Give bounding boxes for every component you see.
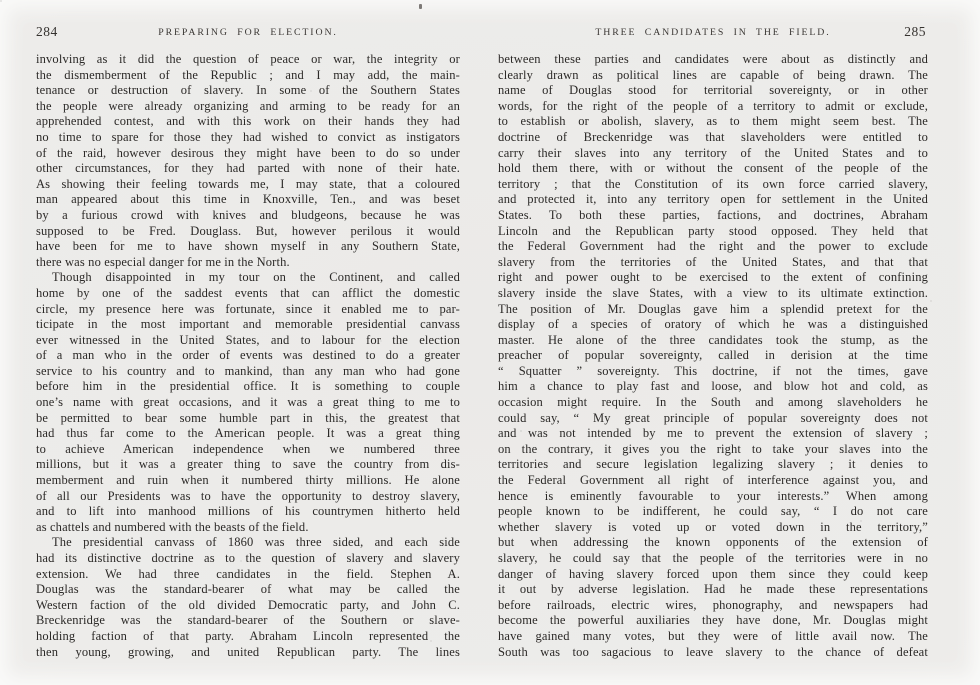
text-line: master. He alone of the three candidates took the stump, as the xyxy=(498,332,928,347)
text-line: right and power ought to be exercised to the extent of confining xyxy=(498,270,928,285)
text-line: the Federal Government had the right and the power to exclude xyxy=(498,239,928,254)
text-line: The position of Mr. Douglas gave him a splendid pretext for the xyxy=(498,301,928,316)
text-line: States. To both these parties, factions, and doctrines, Abraham xyxy=(498,207,928,222)
text-line: circle, my presence here was fortunate, since it enabled me to par- xyxy=(36,301,460,316)
text-line: “ Squatter ” sovereignty. This doctrine, if not the times, gave xyxy=(498,363,928,378)
text-line: display of a species of oratory of which he was a distinguished xyxy=(498,317,928,332)
text-line: the people were already organizing and arming to be ready for an xyxy=(36,98,460,113)
text-line: carry their slaves into any territory of the United States and to xyxy=(498,145,928,160)
text-line: to achieve American independence when we numbered three xyxy=(36,441,460,456)
page-header-left xyxy=(36,24,460,40)
text-line: As showing their feeling towards me, I may state, that a coloured xyxy=(36,176,460,191)
text-line: it out by adverse legislation. Had he made these representations xyxy=(498,582,928,597)
page-right xyxy=(498,0,928,685)
text-line: service to his country and to mankind, than any man who had gone xyxy=(36,363,460,378)
text-line: The presidential canvass of 1860 was three sided, and each side xyxy=(52,535,460,550)
text-line: whether slavery is voted up or voted down in the territory,” xyxy=(498,519,928,534)
text-line: there was no especial danger for me in the North. xyxy=(36,254,290,269)
page-body xyxy=(498,52,928,660)
text-line: Breckenridge was the standard-bearer of the Southern or slave- xyxy=(36,613,460,628)
text-line: of the raid, however desirous they might have been to do so under xyxy=(36,145,460,160)
text-line: before railroads, electric wires, phonography, and newspapers had xyxy=(498,597,928,612)
text-line: apprehended contest, and with this work on their hands they had xyxy=(36,114,460,129)
scan-noise xyxy=(0,0,2,2)
text-line: Though disappointed in my tour on the Continent, and called xyxy=(52,270,460,285)
text-line: one’s name with great occasions, and it was a great thing to me to xyxy=(36,395,460,410)
text-line: the Federal Government all right of interference against you, and xyxy=(498,473,928,488)
text-line: danger of having slavery forced upon them since they could keep xyxy=(498,566,928,581)
text-line: him a chance to play fast and loose, and blow hot and cold, as xyxy=(498,379,928,394)
running-title-right: THREE CANDIDATES IN THE FIELD. xyxy=(595,27,831,38)
text-line: South was too sagacious to leave slavery to the chance of defeat xyxy=(498,644,928,659)
text-line: have been for me to have shown myself in any Southern State, xyxy=(36,239,460,254)
text-line: but when addressing the known opponents of the extension of xyxy=(498,535,928,550)
text-line: of all our Presidents was to have the opportunity to destroy slavery, xyxy=(36,488,460,503)
text-line: to establish or abolish, slavery, as to them might seem best. The xyxy=(498,114,928,129)
text-line: territories and secure legislation legalizing slavery ; it denies to xyxy=(498,457,928,472)
text-line: have gained many votes, but they were of little avail now. The xyxy=(498,628,928,643)
text-line: between these parties and candidates were about as distinctly and xyxy=(498,52,928,66)
text-line: of a man who in the order of events was destined to do a greater xyxy=(36,348,460,363)
page-number-left: 284 xyxy=(36,24,58,39)
text-line: man appeared about this time in Knoxville, Ten., and was beset xyxy=(36,192,460,207)
text-line: had thus far come to the American people. It was a great thing xyxy=(36,426,460,441)
text-line: slavery inside the slave States, with a view to its ultimate extinction. xyxy=(498,285,928,300)
text-line: tenance or destruction of slavery. In some of the Southern States xyxy=(36,83,460,98)
text-line: Western faction of the old divided Democratic party, and John C. xyxy=(36,597,460,612)
text-line: become the powerful auxiliaries they have done, Mr. Douglas might xyxy=(498,613,928,628)
text-line: people known to be indifferent, he could say, “ I do not care xyxy=(498,504,928,519)
text-line: be permitted to bear some humble part in this, the greatest that xyxy=(36,410,460,425)
page-body xyxy=(36,52,460,660)
text-line: slavery from the territories of the United States, and that that xyxy=(498,254,928,269)
text-line: other circumstances, for they had parted with none of their hate. xyxy=(36,161,460,176)
text-line: Douglas was the standard-bearer of what may be called the xyxy=(36,582,460,597)
text-line: and was not intended by me to prevent the extension of slavery ; xyxy=(498,426,928,441)
text-line: preacher of popular sovereignty, called in derision at the time xyxy=(498,348,928,363)
text-line: involving as it did the question of peace or war, the integrity or xyxy=(36,52,460,66)
text-line: supposed to be Fred. Douglass. But, however perilous it would xyxy=(36,223,460,238)
text-line: ever witnessed in the United States, and to labour for the election xyxy=(36,332,460,347)
text-line: had its distinctive doctrine as to the question of slavery and slavery xyxy=(36,551,460,565)
text-line: could say, “ My great principle of popular sovereignty does not xyxy=(498,410,928,425)
text-line: holding faction of that party. Abraham Lincoln represented the xyxy=(36,628,460,643)
text-line: hold them there, with or without the consent of the people of the xyxy=(498,161,928,176)
text-line: ticipate in the most important and memorable presidential canvass xyxy=(36,317,460,332)
text-line: and protected it, into any territory open for settlement in the United xyxy=(498,192,928,207)
text-line: then young, growing, and united Republican party. The lines xyxy=(36,644,460,659)
running-title-left: PREPARING FOR ELECTION. xyxy=(158,27,338,38)
text-line: and to lift into manhood millions of his countrymen hitherto held xyxy=(36,504,460,519)
text-line: the dismemberment of the Republic ; and I may add, the main- xyxy=(36,67,460,82)
text-line: home by one of the saddest events that can afflict the domestic xyxy=(36,285,460,300)
text-line: Lincoln and the Republican party stood opposed. They held that xyxy=(498,223,928,238)
text-line: as chattels and numbered with the beasts of the field. xyxy=(36,519,309,534)
text-line: hence is eminently favourable to your interests.” When among xyxy=(498,488,928,503)
text-line: slavery, he could say that the people of the territories were in no xyxy=(498,551,928,565)
text-line: no time to spare for those they had wished to convict as instigators xyxy=(36,129,460,144)
text-line: occasion might require. In the South and among slaveholders he xyxy=(498,395,928,410)
page-left xyxy=(36,0,460,685)
text-line: before him in the presidential office. It is something to couple xyxy=(36,379,460,394)
text-line: extension. We had three candidates in the field. Stephen A. xyxy=(36,566,460,581)
text-line: memberment and ruin when it numbered thirty millions. He alone xyxy=(36,473,460,488)
text-line: clearly drawn as political lines are capable of being drawn. The xyxy=(498,67,928,82)
text-line: on the contrary, it gives you the right to take your slaves into the xyxy=(498,441,928,456)
text-line: by a furious crowd with knives and bludgeons, because he was xyxy=(36,207,460,222)
page-number-right: 285 xyxy=(904,24,926,39)
page-header-right xyxy=(498,24,928,40)
text-line: name of Douglas stood for territorial sovereignty, or in other xyxy=(498,83,928,98)
text-line: doctrine of Breckenridge was that slaveholders were entitled to xyxy=(498,129,928,144)
text-line: territory ; that the Constitution of its own force carried slavery, xyxy=(498,176,928,191)
text-line: millions, but it was a greater thing to save the country from dis- xyxy=(36,457,460,472)
text-line: words, for the right of the people of a territory to admit or exclude, xyxy=(498,98,928,113)
